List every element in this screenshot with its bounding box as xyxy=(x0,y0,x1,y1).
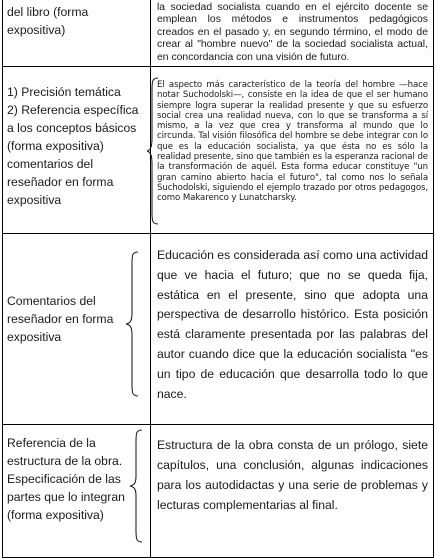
row-3-left-line: reseñador en forma xyxy=(7,312,114,326)
row-divider xyxy=(2,424,433,425)
row-divider xyxy=(2,66,433,67)
row-3-right-cell: Educación es considerada así como una actividad que ve hacia el futuro; que no se queda fija, estática en el presente, sino que adopta una perspectiva de desarrollo histórico. Esta posición está claramente presentada por las palabras del autor cuando dice que la educación socialista "es un tipo de educación que desarrolla todo lo que nace. xyxy=(157,248,428,401)
row-3-left-line: Comentarios del xyxy=(7,294,96,308)
row-1-left-line: del libro (forma xyxy=(7,5,89,19)
row-4-left-line: Referencia de la xyxy=(7,436,96,450)
row-2-left-line: reseñador en forma xyxy=(7,175,114,189)
row-4-left-line: estructura de la obra. xyxy=(7,454,123,468)
row-4-left-line: partes que lo integran xyxy=(7,490,125,504)
row-divider xyxy=(2,233,433,234)
row-2-left-cell xyxy=(7,83,145,209)
row-4-right-cell: Estructura de la obra consta de un prólogo, siete capítulos, una conclusión, algunas indicaciones para los autodidactas y una serie de problemas y lecturas complementarias al final. xyxy=(157,438,428,512)
row-2-left-line: expositiva xyxy=(7,193,62,207)
row-2-left-line: 2) Referencia específica xyxy=(7,103,139,117)
curly-brace-icon xyxy=(129,428,143,544)
row-4-left-cell xyxy=(7,434,145,524)
row-2-left-line: comentarios del xyxy=(7,157,94,171)
curly-brace-icon xyxy=(125,250,139,398)
row-1-left-line: expositiva) xyxy=(7,23,66,37)
row-1-left-cell xyxy=(7,3,145,39)
row-2-left-line: a los conceptos básicos xyxy=(7,121,137,135)
row-1-right-cell: la sociedad socialista cuando en el ejército docente se emplean los métodos e instrumentos pedagógicos creados en el pasado y, en segundo término, el modo de crear al "hombre nuevo" de la sociedad socialista actual, en concordancia con una visión de futuro. xyxy=(157,2,428,63)
row-2-right-cell: El aspecto más característico de la teoría del hombre —hace notar Suchodolski—, consiste en la idea de que el ser humano siempre logra superar la realidad presente y que su esfuerzo social crea una realidad nueva, con lo que se transforma a sí mismo, a la vez que crea y transforma al mundo que lo circunda. Tal visión filosófica del hombre se debe integrar con lo que es la educación socialista, ya que ésta no es sólo la realidad presente, sino que también es la esperanza racional de la transformación de aquél. Esta forma educar constituye "un gran camino abierto hacia el futuro", tal como nos lo señala Suchodolski, siguiendo el ejemplo trazado por otros pedagogos, como Makarenco y Lunatcharsky. xyxy=(157,80,428,204)
row-3-left-line: expositiva xyxy=(7,330,62,344)
row-2-left-line: 1) Precisión temática xyxy=(7,85,121,99)
row-4-left-line: Especificación de las xyxy=(7,472,121,486)
row-4-left-line: (forma expositiva) xyxy=(7,508,104,522)
row-2-left-line: (forma expositiva) xyxy=(7,139,104,153)
